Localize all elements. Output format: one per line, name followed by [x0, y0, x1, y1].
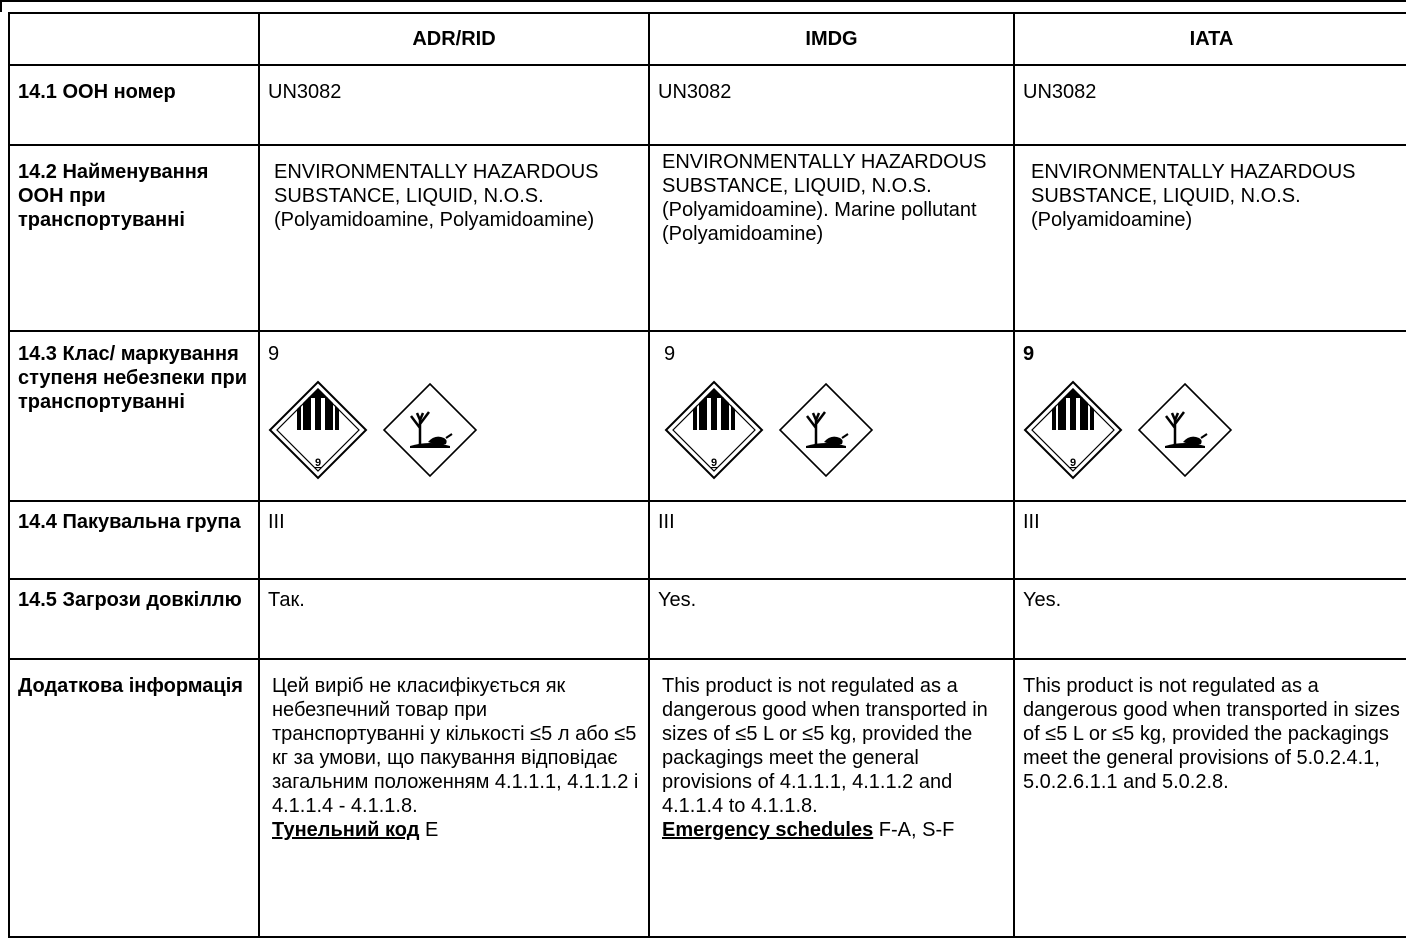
cell-iata-packing-group: III [1014, 501, 1406, 579]
class-9-hazard-label-icon [268, 380, 368, 480]
adr-additional-text: Цей виріб не класифікується як небезпечний товар при транспортуванні у кількості ≤5 л або ≤5 кг за умови, що пакування відповідає загальним положенням 4.1.1.1, 4.1.1.2 і 4.1.1.4 - 4.1.1.8. [272, 675, 639, 817]
cell-iata-additional-info: This product is not regulated as a dangerous good when transported in sizes of ≤5 L or ≤5 kg, provided the packagings meet the general provisions of 5.0.2.4.1, 5.0.2.6.1.1 and 5.0.2.8. [1014, 659, 1406, 937]
cell-imdg-un-number: UN3082 [649, 65, 1014, 145]
header-adr-rid: ADR/RID [259, 13, 649, 65]
iata-hazard-pictograms [1023, 380, 1400, 480]
header-imdg: IMDG [649, 13, 1014, 65]
cell-iata-environmental-hazards: Yes. [1014, 579, 1406, 659]
left-border-tick [0, 0, 2, 12]
class-label-digit: 9 [1069, 457, 1077, 469]
row-label-environmental-hazards: 14.5 Загрози довкіллю [9, 579, 259, 659]
cell-adr-packing-group: III [259, 501, 649, 579]
header-empty-cell [9, 13, 259, 65]
cell-adr-un-number: UN3082 [259, 65, 649, 145]
cell-adr-hazard-class [259, 331, 649, 501]
table-header-row [9, 13, 1406, 65]
row-label-packing-group: 14.4 Пакувальна група [9, 501, 259, 579]
table-row [9, 659, 1406, 937]
table-row [9, 501, 1406, 579]
cell-imdg-packing-group: III [649, 501, 1014, 579]
header-iata: IATA [1014, 13, 1406, 65]
cell-iata-hazard-class [1014, 331, 1406, 501]
environment-hazard-label-icon [1135, 380, 1235, 480]
adr-tunnel-code-label: Тунельний код [272, 819, 420, 841]
table-row [9, 145, 1406, 331]
class-9-hazard-label-icon [664, 380, 764, 480]
adr-tunnel-code-value: E [419, 819, 439, 841]
cell-imdg-hazard-class [649, 331, 1014, 501]
iata-class-number: 9 [1023, 343, 1035, 365]
cell-iata-shipping-name: ENVIRONMENTALLY HAZARDOUS SUBSTANCE, LIQUID, N.O.S. (Polyamidoamine) [1014, 145, 1406, 331]
adr-shipping-name-text: ENVIRONMENTALLY HAZARDOUS SUBSTANCE, LIQUID, N.O.S. (Polyamidoamine, Polyamidoamine) [274, 161, 599, 231]
table-row [9, 65, 1406, 145]
environment-hazard-label-icon [776, 380, 876, 480]
imdg-hazard-pictograms [664, 380, 1005, 480]
cell-imdg-environmental-hazards: Yes. [649, 579, 1014, 659]
imdg-emergency-schedules-label: Emergency schedules [662, 819, 874, 841]
class-9-hazard-label-icon [1023, 380, 1123, 480]
table-row [9, 579, 1406, 659]
class-label-digit: 9 [710, 457, 718, 469]
cell-adr-shipping-name [259, 145, 649, 331]
transport-info-table [8, 12, 1406, 938]
imdg-emergency-schedules-value: F-A, S-F [873, 819, 955, 841]
imdg-additional-text: This product is not regulated as a dangerous good when transported in sizes of ≤5 L or ≤5 kg, provided the packagings meet the general provisions of 4.1.1.1, 4.1.1.2 and 4.1.1.4 to 4.1.1.8. [662, 675, 988, 817]
cell-adr-environmental-hazards: Так. [259, 579, 649, 659]
row-label-shipping-name: 14.2 Найменування ООН при транспортуванні [9, 145, 259, 331]
cell-imdg-additional-info [649, 659, 1014, 937]
adr-class-number: 9 [268, 343, 280, 365]
adr-hazard-pictograms [268, 380, 640, 480]
row-label-hazard-class: 14.3 Клас/ маркування ступеня небезпеки при транспортуванні [9, 331, 259, 501]
imdg-class-number: 9 [664, 343, 676, 365]
environment-hazard-label-icon [380, 380, 480, 480]
cell-iata-un-number: UN3082 [1014, 65, 1406, 145]
row-label-additional-info: Додаткова інформація [9, 659, 259, 937]
row-label-un-number: 14.1 ООН номер [9, 65, 259, 145]
cell-imdg-shipping-name: ENVIRONMENTALLY HAZARDOUS SUBSTANCE, LIQUID, N.O.S. (Polyamidoamine). Marine pollutant (Polyamidoamine) [649, 145, 1014, 331]
cell-adr-additional-info [259, 659, 649, 937]
top-border-line [0, 0, 1406, 2]
class-label-digit: 9 [314, 457, 322, 469]
table-row [9, 331, 1406, 501]
